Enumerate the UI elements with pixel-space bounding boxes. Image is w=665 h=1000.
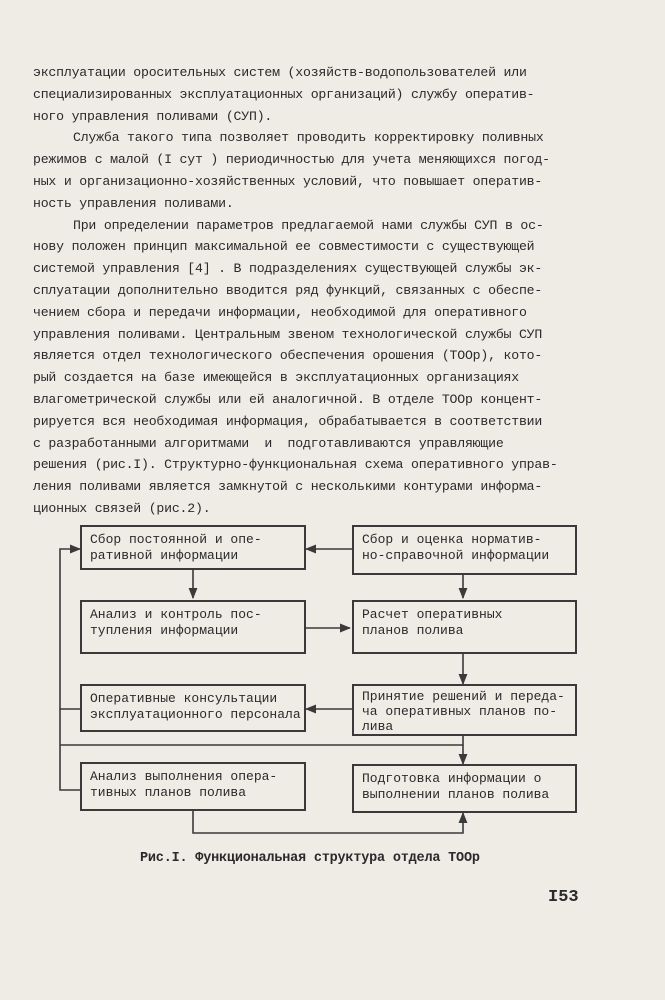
box-analysis-execution: Анализ выполнения опера- тивных планов полива bbox=[80, 762, 306, 811]
text-line: ность управления поливами. bbox=[33, 195, 234, 211]
text-line: решения (рис.I). Структурно-функциональная схема оперативного управ- bbox=[33, 457, 558, 473]
text-line: ного управления поливами (СУП). bbox=[33, 108, 273, 124]
box-calc-plans: Расчет оперативных планов полива bbox=[352, 600, 577, 654]
text-line: с разработанными алгоритмами и подготавливаются управляющие bbox=[33, 435, 504, 451]
page-number: I53 bbox=[548, 888, 579, 907]
box-analysis-control: Анализ и контроль пос- тупления информации bbox=[80, 600, 306, 654]
text-line: чением сбора и передачи информации, необходимой для оперативного bbox=[33, 304, 527, 320]
text-line: влагометрической службы или ей аналогичной. В отделе ТООр концент- bbox=[33, 391, 543, 407]
line-left-loop-lower bbox=[60, 745, 80, 790]
box-collect-permanent: Сбор постоянной и опе- ративной информации bbox=[80, 525, 306, 570]
text-line: режимов с малой (I сут ) периодичностью для учета меняющихся погод- bbox=[33, 152, 550, 168]
text-line: рый создается на базе имеющейся в эксплуатационных организациях bbox=[33, 370, 519, 386]
text-line: системой управления [4] . В подразделениях существующей службы эк- bbox=[33, 261, 543, 277]
text-line: является отдел технологического обеспечения орошения (ТООр), кото- bbox=[33, 348, 543, 364]
figure-caption: Рис.I. Функциональная структура отдела ТООр bbox=[140, 851, 480, 866]
arrow-feedback-left-top bbox=[60, 549, 82, 709]
text-line: Служба такого типа позволяет проводить корректировку поливных bbox=[73, 130, 544, 146]
text-line: нову положен принцип максимальной ее совместимости с существующей bbox=[33, 239, 535, 255]
text-line: ционных связей (рис.2). bbox=[33, 500, 211, 516]
text-line: При определении параметров предлагаемой нами службы СУП в ос- bbox=[73, 217, 544, 233]
text-line: рируется вся необходимая информация, обрабатывается в соответствии bbox=[33, 413, 543, 429]
text-line: специализированных эксплуатационных организаций) службу оператив- bbox=[33, 86, 535, 102]
text-line: ления поливами является замкнутой с несколькими контурами информа- bbox=[33, 479, 543, 495]
text-line: эксплуатации оросительных систем (хозяйств-водопользователей или bbox=[33, 65, 527, 80]
text-line: ных и организационно-хозяйственных условий, что повышает оператив- bbox=[33, 173, 543, 189]
box-prep-info: Подготовка информации о выполнении планов полива bbox=[352, 764, 577, 813]
line-decisions-branch bbox=[60, 735, 463, 745]
arrow-bottom-loop bbox=[193, 811, 463, 833]
text-line: сплуатации дополнительно вводится ряд функций, связанных с обеспе- bbox=[33, 282, 543, 298]
box-collect-normative: Сбор и оценка норматив- но-справочной информации bbox=[352, 525, 577, 575]
box-decisions: Принятие решений и переда- ча оперативных планов по- лива bbox=[352, 684, 577, 736]
text-line: управления поливами. Центральным звеном технологической службы СУП bbox=[33, 326, 543, 342]
box-consultations: Оперативные консультации эксплуатационного персонала bbox=[80, 684, 306, 732]
